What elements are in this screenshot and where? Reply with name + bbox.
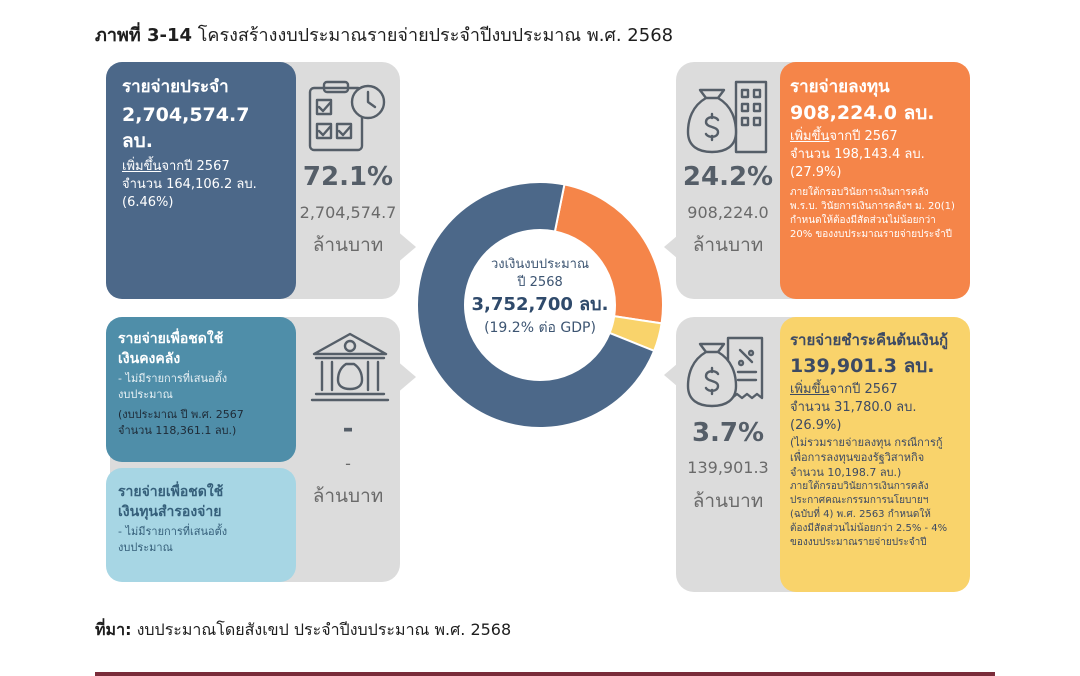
- treasury-unit: ล้านบาท: [312, 485, 384, 507]
- treasury-share-amount: -: [345, 454, 351, 473]
- repayment-note-3: จำนวน 10,198.7 ลบ.): [790, 466, 902, 479]
- repayment-change: จำนวน 31,780.0 ลบ.: [790, 400, 917, 415]
- treasury-line-4: จำนวน 118,361.1 ลบ.): [118, 424, 237, 437]
- investment-heading: รายจ่ายลงทุน: [790, 77, 890, 97]
- regular-card: [106, 62, 296, 299]
- money-bag-building-icon: [684, 76, 774, 158]
- reserve-card: [106, 468, 296, 582]
- treasury-line-2: งบประมาณ: [118, 388, 173, 401]
- regular-increase-rest: จากปี 2567: [161, 159, 230, 174]
- center-gdp: (19.2% ต่อ GDP): [484, 320, 596, 336]
- figure-title-text: โครงสร้างงบประมาณรายจ่ายประจำปีงบประมาณ พ.ศ. 2568: [192, 25, 674, 46]
- treasury-heading-1: รายจ่ายเพื่อชดใช้: [118, 331, 224, 347]
- treasury-share: -: [342, 414, 354, 444]
- treasury-line-3: (งบประมาณ ปี พ.ศ. 2567: [118, 408, 244, 421]
- investment-change-pct: (27.9%): [790, 165, 842, 180]
- center-total: 3,752,700 ลบ.: [471, 294, 609, 315]
- regular-change-pct: (6.46%): [122, 195, 174, 210]
- treasury-heading-2: เงินคงคลัง: [118, 351, 181, 367]
- regular-increase: [122, 158, 280, 176]
- regular-heading: รายจ่ายประจำ: [122, 77, 229, 97]
- repayment-note-5: ประกาศคณะกรรมการนโยบายฯ: [790, 495, 929, 506]
- repayment-note-7: ต้องมีสัดส่วนไม่น้อยกว่า 2.5% - 4%: [790, 523, 948, 534]
- figure-title: [95, 20, 673, 49]
- repayment-share-amount: 139,901.3: [687, 458, 769, 477]
- repayment-heading: รายจ่ายชำระคืนต้นเงินกู้: [790, 331, 949, 349]
- investment-change: จำนวน 198,143.4 ลบ.: [790, 147, 925, 162]
- regular-amount: 2,704,574.7 ลบ.: [122, 104, 250, 152]
- investment-note-2: พ.ร.บ. วินัยการเงินการคลังฯ ม. 20(1): [790, 201, 955, 212]
- repayment-unit: ล้านบาท: [692, 490, 764, 512]
- investment-note-4: 20% ของงบประมาณรายจ่ายประจำปี: [790, 229, 953, 240]
- regular-share-amount: 2,704,574.7: [299, 203, 397, 222]
- money-bag-bill-icon: [684, 330, 772, 410]
- investment-increase: [790, 128, 960, 146]
- repayment-note-8: ของงบประมาณรายจ่ายประจำปี: [790, 537, 927, 548]
- center-line-1: วงเงินงบประมาณ: [490, 257, 590, 272]
- reserve-heading-2: เงินทุนสำรองจ่าย: [118, 504, 222, 520]
- investment-note-1: ภายใต้กรอบวินัยการเงินการคลัง: [790, 187, 929, 198]
- treasury-line-1: - ไม่มีรายการที่เสนอตั้ง: [118, 372, 228, 385]
- source-label: ที่มา:: [95, 620, 132, 639]
- repayment-note-2: เพื่อการลงทุนของรัฐวิสาหกิจ: [790, 451, 925, 464]
- repayment-increase-word: เพิ่มขึ้น: [790, 382, 830, 397]
- reserve-heading-1: รายจ่ายเพื่อชดใช้: [118, 484, 224, 500]
- source-text: งบประมาณโดยสังเขป ประจำปีงบประมาณ พ.ศ. 2568: [131, 620, 512, 639]
- investment-unit: ล้านบาท: [692, 234, 764, 256]
- center-line-2: ปี 2568: [517, 275, 563, 290]
- repayment-note-1: (ไม่รวมรายจ่ายลงทุน กรณีการกู้: [790, 436, 943, 449]
- checklist-clock-icon: [306, 76, 388, 156]
- reserve-line-2: งบประมาณ: [118, 541, 173, 554]
- bottom-rule: [95, 672, 995, 676]
- reserve-line-1: - ไม่มีรายการที่เสนอตั้ง: [118, 525, 228, 538]
- repayment-increase: [790, 381, 960, 399]
- source-note: [95, 618, 511, 643]
- treasury-card: [106, 317, 296, 462]
- repayment-change-pct: (26.9%): [790, 418, 842, 433]
- regular-increase-word: เพิ่มขึ้น: [122, 159, 162, 174]
- donut-center-label: [465, 256, 615, 338]
- figure-title-number: ภาพที่ 3-14: [95, 25, 193, 46]
- investment-share: 24.2%: [682, 162, 774, 192]
- investment-amount: 908,224.0 ลบ.: [790, 102, 935, 124]
- repayment-share: 3.7%: [691, 418, 765, 448]
- bank-money-icon: [308, 330, 392, 404]
- repayment-increase-rest: จากปี 2567: [829, 382, 898, 397]
- repayment-note-6: (ฉบับที่ 4) พ.ศ. 2563 กำหนดให้: [790, 509, 931, 520]
- repayment-card: [780, 317, 970, 592]
- investment-card: [780, 62, 970, 299]
- repayment-amount: 139,901.3 ลบ.: [790, 355, 935, 377]
- repayment-note-4: ภายใต้กรอบวินัยการเงินการคลัง: [790, 481, 929, 492]
- investment-share-amount: 908,224.0: [687, 203, 769, 222]
- regular-unit: ล้านบาท: [312, 234, 384, 256]
- regular-change: จำนวน 164,106.2 ลบ.: [122, 177, 257, 192]
- regular-share: 72.1%: [302, 162, 394, 192]
- investment-increase-rest: จากปี 2567: [829, 129, 898, 144]
- investment-note-3: กำหนดให้ต้องมีสัดส่วนไม่น้อยกว่า: [790, 215, 936, 226]
- investment-increase-word: เพิ่มขึ้น: [790, 129, 830, 144]
